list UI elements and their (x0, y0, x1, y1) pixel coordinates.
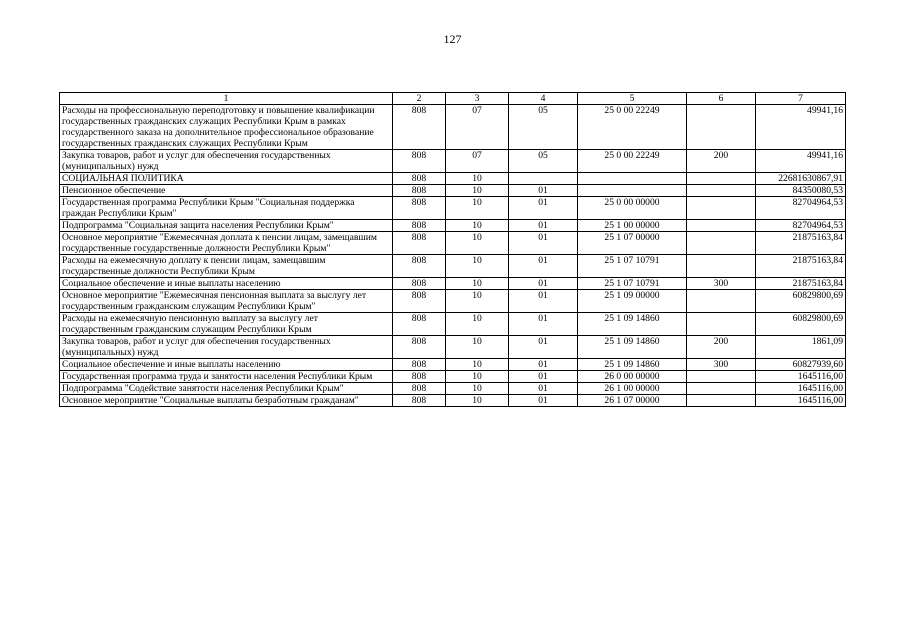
row-section-code: 10 (446, 220, 509, 232)
row-section-code: 10 (446, 232, 509, 255)
table-row (60, 359, 846, 371)
row-target-article: 26 1 07 00000 (578, 395, 687, 407)
row-gr-code: 808 (393, 395, 446, 407)
row-subsection-code: 01 (509, 313, 578, 336)
table-row (60, 150, 846, 173)
row-section-code: 10 (446, 278, 509, 290)
table-row (60, 395, 846, 407)
row-target-article: 25 1 07 10791 (578, 278, 687, 290)
col-header-1: 1 (60, 93, 393, 105)
row-subsection-code: 01 (509, 255, 578, 278)
row-amount: 82704964,53 (756, 220, 846, 232)
table-row (60, 290, 846, 313)
row-name: Основное мероприятие "Социальные выплаты безработным гражданам" (60, 395, 393, 407)
row-name: Расходы на ежемесячную доплату к пенсии лицам, замещавшим государственные должности Республики Крым (60, 255, 393, 278)
row-name: Социальное обеспечение и иные выплаты населению (60, 359, 393, 371)
row-section-code: 10 (446, 383, 509, 395)
row-subsection-code: 01 (509, 278, 578, 290)
row-gr-code: 808 (393, 197, 446, 220)
row-amount: 84350080,53 (756, 185, 846, 197)
table-row (60, 105, 846, 150)
table-row (60, 278, 846, 290)
row-name: Расходы на ежемесячную пенсионную выплату за выслугу лет государственным гражданским служащим Республики Крым (60, 313, 393, 336)
row-amount: 21875163,84 (756, 232, 846, 255)
row-gr-code: 808 (393, 313, 446, 336)
row-target-article: 25 0 00 22249 (578, 150, 687, 173)
row-subsection-code: 01 (509, 395, 578, 407)
row-section-code: 07 (446, 150, 509, 173)
row-name: Пенсионное обеспечение (60, 185, 393, 197)
row-target-article: 25 0 00 22249 (578, 105, 687, 150)
row-subsection-code: 01 (509, 232, 578, 255)
row-gr-code: 808 (393, 383, 446, 395)
row-target-article: 25 1 09 14860 (578, 313, 687, 336)
col-header-5: 5 (578, 93, 687, 105)
row-expense-type: 300 (687, 278, 756, 290)
row-amount: 60829800,69 (756, 313, 846, 336)
row-expense-type (687, 255, 756, 278)
row-subsection-code: 01 (509, 336, 578, 359)
header-row (60, 93, 846, 105)
row-name: Расходы на профессиональную переподготовку и повышение квалификации государственных гражданских служащих Республики Крым в рамках государственного заказа на дополнительное профессиональное образование государственных гражданских служащих Республики Крым (60, 105, 393, 150)
row-amount: 21875163,84 (756, 278, 846, 290)
table-row (60, 173, 846, 185)
row-expense-type (687, 232, 756, 255)
row-gr-code: 808 (393, 232, 446, 255)
row-gr-code: 808 (393, 150, 446, 173)
row-expense-type (687, 290, 756, 313)
row-target-article: 25 0 00 00000 (578, 197, 687, 220)
col-header-4: 4 (509, 93, 578, 105)
row-amount: 21875163,84 (756, 255, 846, 278)
row-expense-type: 200 (687, 336, 756, 359)
table-row (60, 336, 846, 359)
row-expense-type (687, 395, 756, 407)
row-expense-type (687, 383, 756, 395)
row-target-article: 25 1 07 00000 (578, 232, 687, 255)
row-subsection-code: 01 (509, 220, 578, 232)
table-row (60, 383, 846, 395)
row-name: Государственная программа Республики Крым "Социальная поддержка граждан Республики Крым" (60, 197, 393, 220)
row-gr-code: 808 (393, 290, 446, 313)
row-expense-type: 200 (687, 150, 756, 173)
row-section-code: 10 (446, 359, 509, 371)
row-amount: 49941,16 (756, 150, 846, 173)
row-subsection-code: 01 (509, 185, 578, 197)
col-header-6: 6 (687, 93, 756, 105)
row-amount: 60827939,60 (756, 359, 846, 371)
row-expense-type (687, 185, 756, 197)
row-target-article: 26 0 00 00000 (578, 371, 687, 383)
row-target-article: 25 1 09 00000 (578, 290, 687, 313)
row-target-article: 25 1 09 14860 (578, 336, 687, 359)
row-subsection-code: 05 (509, 150, 578, 173)
table-row (60, 197, 846, 220)
row-section-code: 10 (446, 255, 509, 278)
row-gr-code: 808 (393, 105, 446, 150)
row-target-article: 25 1 00 00000 (578, 220, 687, 232)
row-gr-code: 808 (393, 255, 446, 278)
row-expense-type (687, 220, 756, 232)
row-name: Государственная программа труда и занятости населения Республики Крым (60, 371, 393, 383)
row-section-code: 10 (446, 395, 509, 407)
table-row (60, 313, 846, 336)
row-name: Основное мероприятие "Ежемесячная доплата к пенсии лицам, замещавшим государственные государственные должности Республики Крым" (60, 232, 393, 255)
row-gr-code: 808 (393, 371, 446, 383)
row-section-code: 10 (446, 313, 509, 336)
row-target-article: 25 1 09 14860 (578, 359, 687, 371)
row-subsection-code: 01 (509, 197, 578, 220)
row-subsection-code (509, 173, 578, 185)
row-expense-type: 300 (687, 359, 756, 371)
row-amount: 1645116,00 (756, 371, 846, 383)
row-name: СОЦИАЛЬНАЯ ПОЛИТИКА (60, 173, 393, 185)
row-section-code: 10 (446, 336, 509, 359)
row-subsection-code: 01 (509, 359, 578, 371)
row-gr-code: 808 (393, 185, 446, 197)
row-amount: 22681630867,91 (756, 173, 846, 185)
row-section-code: 10 (446, 185, 509, 197)
row-section-code: 10 (446, 290, 509, 313)
col-header-7: 7 (756, 93, 846, 105)
row-gr-code: 808 (393, 359, 446, 371)
row-amount: 49941,16 (756, 105, 846, 150)
row-target-article (578, 173, 687, 185)
row-section-code: 10 (446, 371, 509, 383)
row-subsection-code: 05 (509, 105, 578, 150)
row-gr-code: 808 (393, 278, 446, 290)
row-expense-type (687, 197, 756, 220)
row-subsection-code: 01 (509, 383, 578, 395)
table-row (60, 185, 846, 197)
row-subsection-code: 01 (509, 371, 578, 383)
row-target-article (578, 185, 687, 197)
row-amount: 1645116,00 (756, 383, 846, 395)
row-name: Подпрограмма "Социальная защита населения Республики Крым" (60, 220, 393, 232)
col-header-3: 3 (446, 93, 509, 105)
row-name: Основное мероприятие "Ежемесячная пенсионная выплата за выслугу лет государственным гражданским служащим Республики Крым" (60, 290, 393, 313)
row-name: Закупка товаров, работ и услуг для обеспечения государственных (муниципальных) нужд (60, 336, 393, 359)
row-expense-type (687, 371, 756, 383)
row-gr-code: 808 (393, 173, 446, 185)
row-target-article: 26 1 00 00000 (578, 383, 687, 395)
table-row (60, 220, 846, 232)
page-number: 127 (443, 32, 462, 46)
table-row (60, 255, 846, 278)
row-amount: 82704964,53 (756, 197, 846, 220)
row-expense-type (687, 313, 756, 336)
row-gr-code: 808 (393, 336, 446, 359)
budget-table (59, 92, 846, 407)
table-row (60, 232, 846, 255)
row-section-code: 07 (446, 105, 509, 150)
row-name: Закупка товаров, работ и услуг для обеспечения государственных (муниципальных) нужд (60, 150, 393, 173)
row-amount: 1645116,00 (756, 395, 846, 407)
row-expense-type (687, 105, 756, 150)
table-body (60, 105, 846, 407)
row-name: Подпрограмма "Содействие занятости населения Республики Крым" (60, 383, 393, 395)
row-amount: 1861,09 (756, 336, 846, 359)
col-header-2: 2 (393, 93, 446, 105)
row-amount: 60829800,69 (756, 290, 846, 313)
row-gr-code: 808 (393, 220, 446, 232)
row-name: Социальное обеспечение и иные выплаты населению (60, 278, 393, 290)
row-section-code: 10 (446, 173, 509, 185)
row-target-article: 25 1 07 10791 (578, 255, 687, 278)
row-subsection-code: 01 (509, 290, 578, 313)
table-row (60, 371, 846, 383)
row-section-code: 10 (446, 197, 509, 220)
row-expense-type (687, 173, 756, 185)
